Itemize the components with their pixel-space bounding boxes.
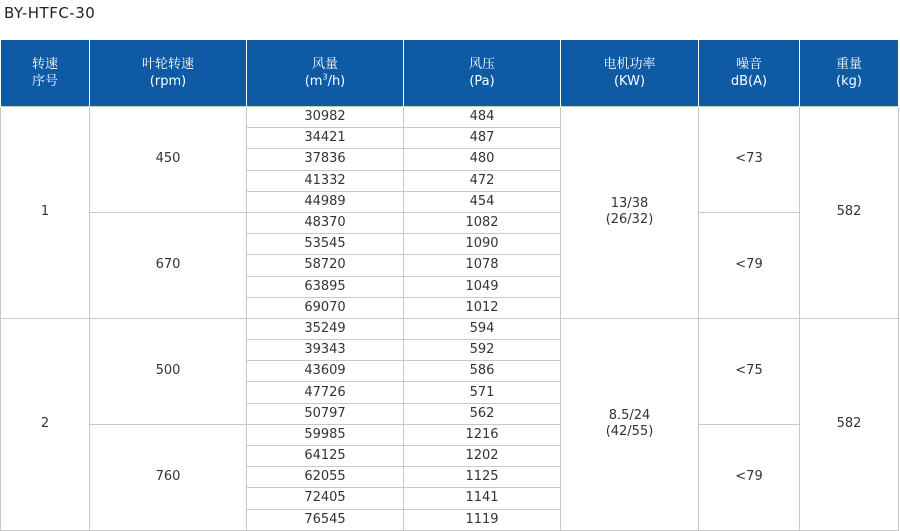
model-title: BY-HTFC-30 bbox=[4, 4, 96, 22]
spec-body bbox=[1, 107, 899, 531]
pressure-cell: 571 bbox=[404, 382, 561, 403]
table-row bbox=[1, 212, 899, 233]
flow-cell: 34421 bbox=[247, 128, 404, 149]
pressure-cell: 1049 bbox=[404, 276, 561, 297]
power-line: (42/55) bbox=[605, 424, 654, 440]
weight-cell: 582 bbox=[800, 318, 899, 530]
rpm-cell: 500 bbox=[90, 318, 247, 424]
table-row bbox=[1, 318, 899, 339]
header-weight: 重量 (kg) bbox=[800, 40, 899, 107]
pressure-cell: 594 bbox=[404, 318, 561, 339]
pressure-cell: 592 bbox=[404, 340, 561, 361]
flow-cell: 44989 bbox=[247, 191, 404, 212]
rpm-cell: 670 bbox=[90, 212, 247, 318]
header-seq: 转速 序号 bbox=[1, 40, 90, 107]
pressure-cell: 586 bbox=[404, 361, 561, 382]
pressure-cell: 1141 bbox=[404, 488, 561, 509]
pressure-cell: 487 bbox=[404, 128, 561, 149]
power-cell bbox=[561, 107, 699, 319]
pressure-cell: 1012 bbox=[404, 297, 561, 318]
pressure-cell: 1119 bbox=[404, 509, 561, 530]
flow-cell: 59985 bbox=[247, 424, 404, 445]
power-line: 8.5/24 bbox=[608, 408, 651, 424]
seq-cell: 1 bbox=[1, 107, 90, 319]
flow-cell: 43609 bbox=[247, 361, 404, 382]
noise-cell: <79 bbox=[699, 212, 800, 318]
pressure-cell: 472 bbox=[404, 170, 561, 191]
pressure-cell: 562 bbox=[404, 403, 561, 424]
table-row bbox=[1, 424, 899, 445]
flow-cell: 50797 bbox=[247, 403, 404, 424]
rpm-cell: 450 bbox=[90, 107, 247, 213]
pressure-cell: 1202 bbox=[404, 446, 561, 467]
power-cell bbox=[561, 318, 699, 530]
pressure-cell: 1082 bbox=[404, 212, 561, 233]
flow-cell: 39343 bbox=[247, 340, 404, 361]
noise-cell: <73 bbox=[699, 107, 800, 213]
flow-cell: 41332 bbox=[247, 170, 404, 191]
flow-cell: 72405 bbox=[247, 488, 404, 509]
header-noise: 噪音 dB(A) bbox=[699, 40, 800, 107]
header-rpm: 叶轮转速 (rpm) bbox=[90, 40, 247, 107]
header-power: 电机功率 (KW) bbox=[561, 40, 699, 107]
flow-cell: 30982 bbox=[247, 107, 404, 128]
power-line: 13/38 bbox=[610, 196, 649, 212]
header-row bbox=[1, 40, 899, 107]
noise-cell: <75 bbox=[699, 318, 800, 424]
rpm-cell: 760 bbox=[90, 424, 247, 530]
header-flow-unit: $(m^3/h)$ bbox=[304, 72, 346, 89]
spec-table bbox=[0, 40, 899, 531]
flow-cell: 63895 bbox=[247, 276, 404, 297]
pressure-cell: 484 bbox=[404, 107, 561, 128]
weight-cell: 582 bbox=[800, 107, 899, 319]
flow-cell: 69070 bbox=[247, 297, 404, 318]
pressure-cell: 454 bbox=[404, 191, 561, 212]
flow-cell: 37836 bbox=[247, 149, 404, 170]
pressure-cell: 1125 bbox=[404, 467, 561, 488]
flow-cell: 35249 bbox=[247, 318, 404, 339]
flow-cell: 64125 bbox=[247, 446, 404, 467]
flow-cell: 58720 bbox=[247, 255, 404, 276]
flow-cell: 53545 bbox=[247, 234, 404, 255]
header-pressure: 风压 (Pa) bbox=[404, 40, 561, 107]
power-line: (26/32) bbox=[605, 212, 654, 228]
pressure-cell: 1216 bbox=[404, 424, 561, 445]
header-flow: 风量 $(m^3/h)$ bbox=[247, 40, 404, 107]
noise-cell: <79 bbox=[699, 424, 800, 530]
pressure-cell: 1078 bbox=[404, 255, 561, 276]
flow-cell: 47726 bbox=[247, 382, 404, 403]
table-row bbox=[1, 107, 899, 128]
flow-cell: 48370 bbox=[247, 212, 404, 233]
pressure-cell: 480 bbox=[404, 149, 561, 170]
pressure-cell: 1090 bbox=[404, 234, 561, 255]
flow-cell: 62055 bbox=[247, 467, 404, 488]
seq-cell: 2 bbox=[1, 318, 90, 530]
flow-cell: 76545 bbox=[247, 509, 404, 530]
